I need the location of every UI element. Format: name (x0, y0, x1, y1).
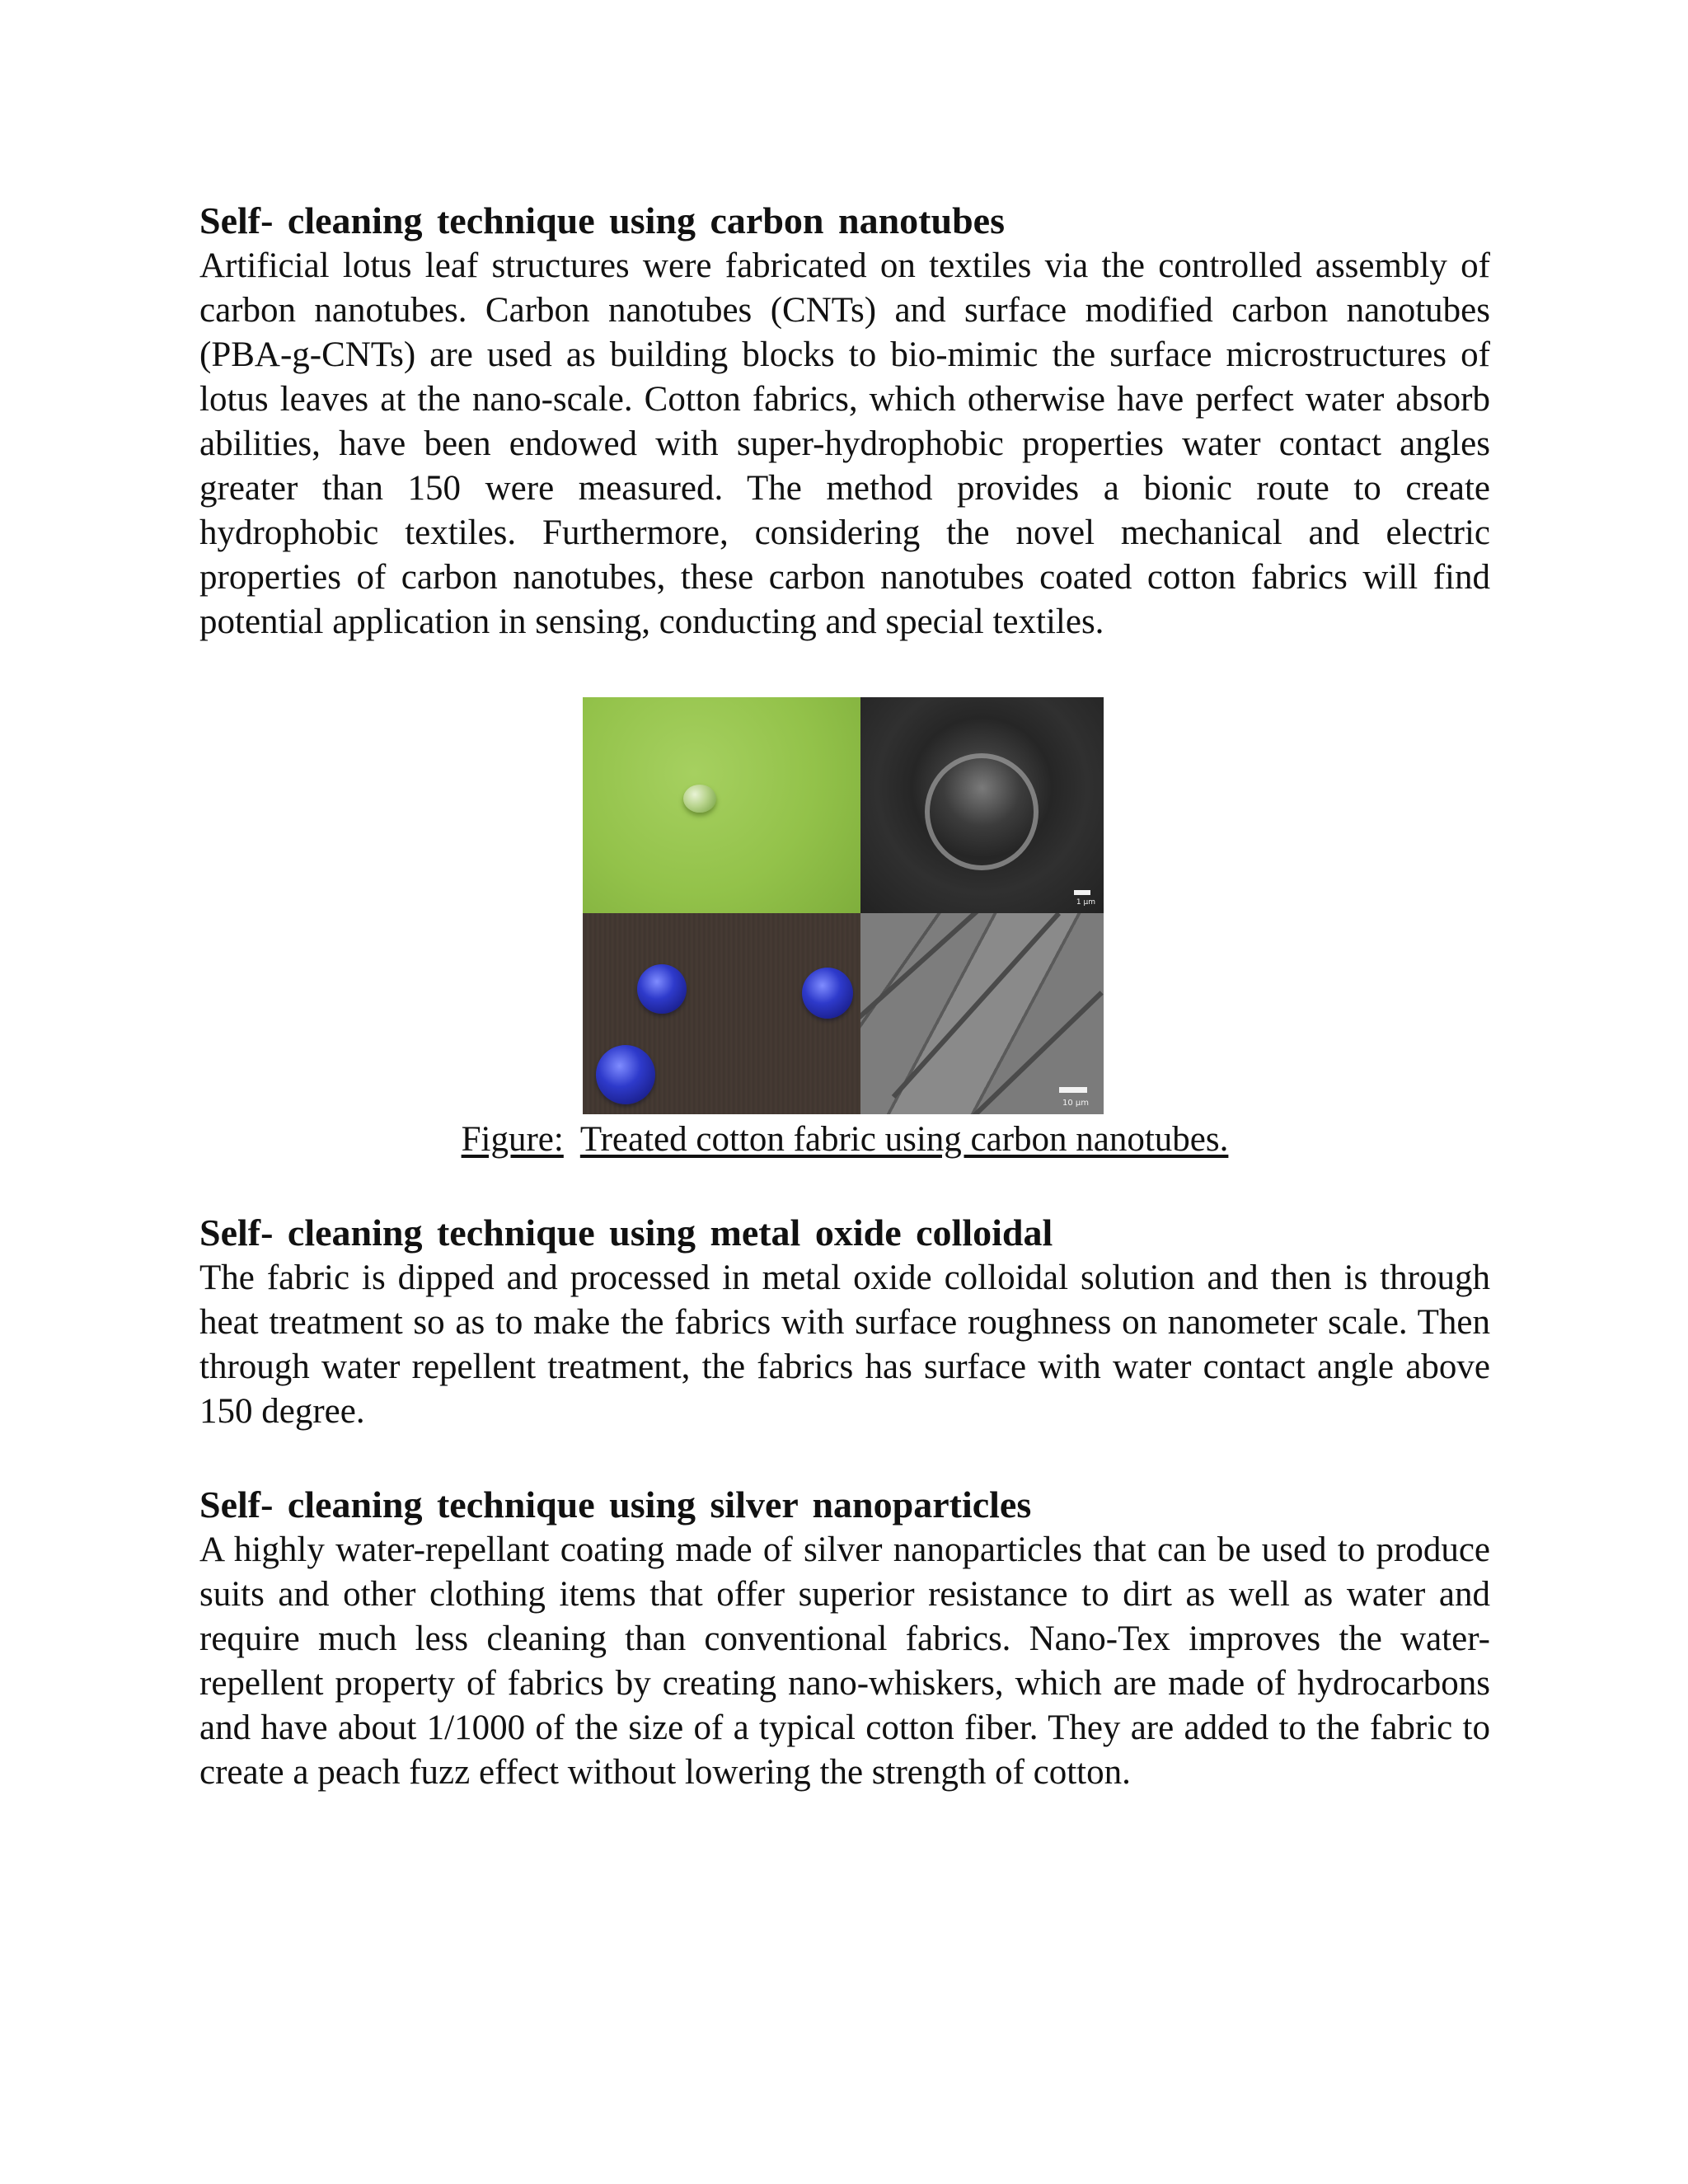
sem-papilla (925, 753, 1039, 870)
section-paragraph: The fabric is dipped and processed in metal oxide colloidal solution and then is through heat treatment so as to make the fabrics with surface roughness on nanometer scale. Then through water repellent treatment, the fabrics has surface with water contact angle above 150 degree. (199, 1258, 1490, 1431)
figure-image-grid (583, 697, 1104, 1114)
scale-bar (1074, 890, 1090, 895)
section-silver-nanoparticles (199, 1482, 1490, 1795)
scale-label: 10 µm (1062, 1099, 1089, 1108)
blue-water-droplet (637, 964, 687, 1014)
caption-label: Figure: (461, 1120, 564, 1159)
document-page (199, 198, 1490, 1795)
sem-micrograph-leaf (860, 697, 1104, 913)
section-heading: Self- cleaning technique using silver nanoparticles (199, 1483, 1032, 1526)
section-paragraph: A highly water-repellant coating made of silver nanoparticles that can be used to produce suits and other clothing items that offer superior resistance to dirt as well as water and require much less cleaning than conventional fabrics. Nano-Tex improves the water-repellent property of fabrics by creating nano-whiskers, which are made of hydrocarbons and have about 1/1000 of the size of a typical cotton fiber. They are added to the fabric to create a peach fuzz effect without lowering the strength of cotton. (199, 1530, 1490, 1792)
fiber-edge (860, 913, 1005, 1033)
scale-label: 1 µm (1076, 898, 1095, 907)
lotus-leaf-photo (583, 697, 860, 913)
section-metal-oxide (199, 1210, 1490, 1434)
section-paragraph: Artificial lotus leaf structures were fabricated on textiles via the controlled assembly of carbon nanotubes. Carbon nanotubes (CNTs) and surface modified carbon nanotubes (PBA-g-CNTs) are used as building blocks to bio-mimic the surface microstructures of lotus leaves at the nano-scale. Cotton fabrics, which otherwise have perfect water absorb abilities, have been endowed with super-hydrophobic properties water contact angles greater than 150 were measured. The method provides a bionic route to create hydrophobic textiles. Furthermore, considering the novel mechanical and electric properties of carbon nanotubes, these carbon nanotubes coated cotton fabrics will find potential application in sensing, conducting and special textiles. (199, 246, 1490, 641)
figure-caption (199, 1118, 1490, 1162)
fiber-edge (958, 991, 1104, 1114)
fiber-edge (892, 913, 1061, 1099)
blue-water-droplet (596, 1045, 655, 1104)
scale-bar (1059, 1087, 1087, 1093)
section-carbon-nanotubes (199, 198, 1490, 644)
section-heading: Self- cleaning technique using carbon nanotubes (199, 199, 1005, 241)
sem-micrograph-fabric (860, 913, 1104, 1114)
water-droplet (683, 785, 716, 813)
figure (199, 697, 1490, 1162)
section-heading: Self- cleaning technique using metal oxide colloidal (199, 1212, 1053, 1254)
blue-water-droplet (802, 968, 853, 1019)
treated-fabric-photo (583, 913, 860, 1114)
caption-text: Treated cotton fabric using carbon nanotubes. (579, 1120, 1229, 1159)
